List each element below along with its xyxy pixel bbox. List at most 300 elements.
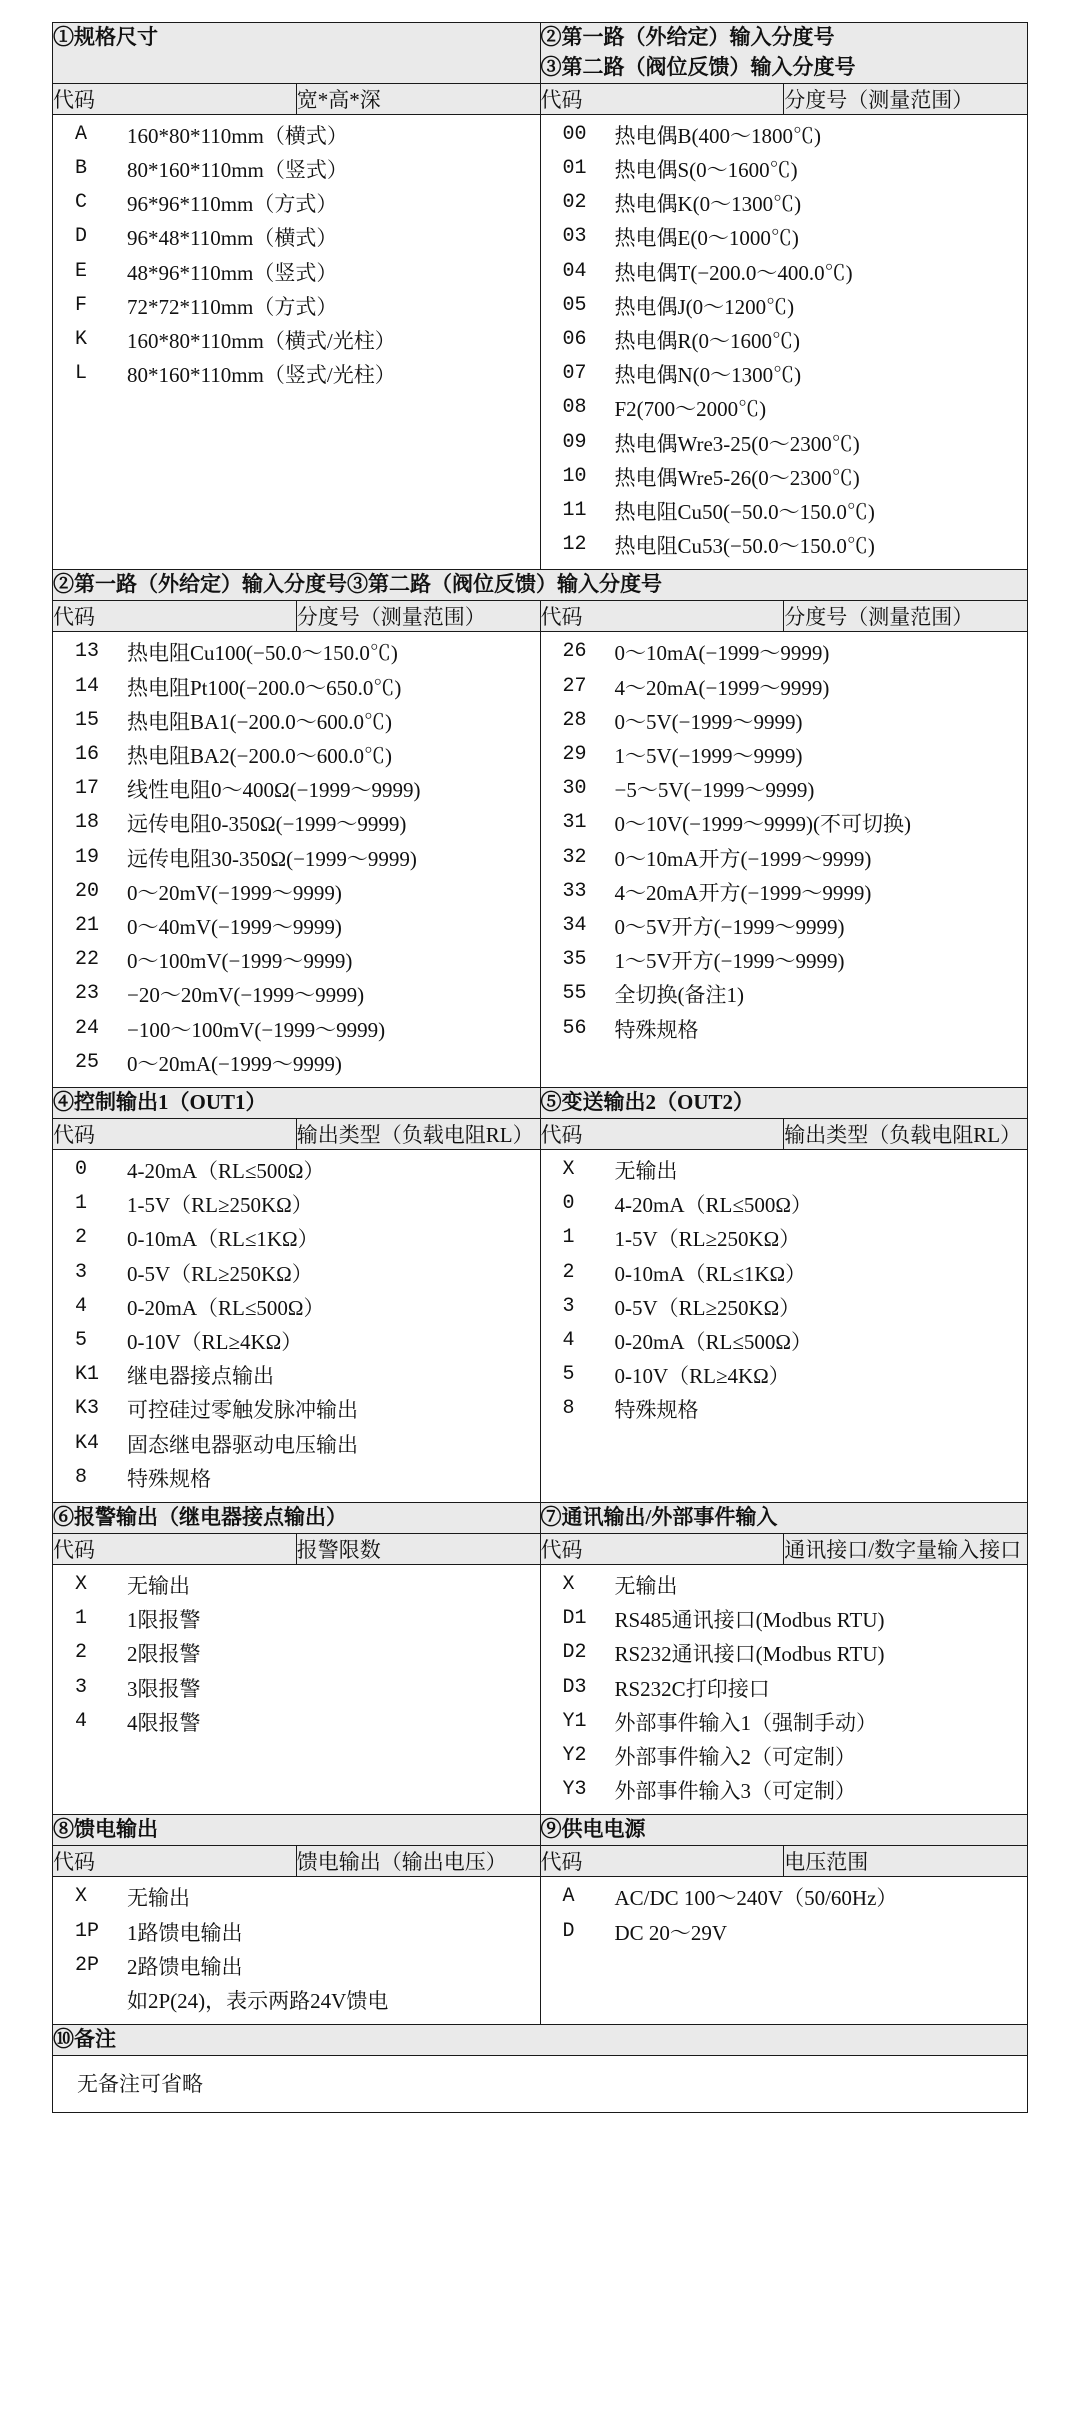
spec-row xyxy=(53,1916,540,1950)
spec-row-code: K3 xyxy=(75,1397,100,1421)
s8-code-header: 代码 xyxy=(53,1846,297,1877)
spec-row-desc: 固态继电器驱动电压输出 xyxy=(127,1432,358,1457)
spec-row-code: 2P xyxy=(75,1953,100,1977)
spec-row-code: 10 xyxy=(562,464,587,488)
spec-row-desc: 2限报警 xyxy=(127,1642,201,1667)
spec-row-code: 07 xyxy=(562,362,587,386)
s5-desc-header: 输出类型（负载电阻RL） xyxy=(784,1118,1028,1149)
spec-row-desc: 热电阻BA2(−200.0～600.0℃) xyxy=(127,743,393,768)
spec-row xyxy=(541,1188,1028,1222)
spec-row-code: 12 xyxy=(562,533,587,557)
section-5-list xyxy=(541,1150,1028,1434)
spec-row xyxy=(53,119,540,153)
spec-row xyxy=(541,495,1028,529)
s23b-right-code-header: 代码 xyxy=(540,601,784,632)
spec-row-code: 56 xyxy=(562,1016,587,1040)
spec-row-desc: 如2P(24)，表示两路24V馈电 xyxy=(127,1988,389,2013)
spec-row-code: 2 xyxy=(75,1641,88,1665)
section-23b-left-list xyxy=(53,632,540,1087)
spec-row xyxy=(541,153,1028,187)
spec-row-code: 28 xyxy=(562,708,587,732)
spec-row-code: B xyxy=(75,156,88,180)
spec-row-code: 5 xyxy=(562,1363,575,1387)
spec-row-code: 4 xyxy=(75,1709,88,1733)
spec-row-code: 27 xyxy=(562,674,587,698)
spec-row-code: 23 xyxy=(75,982,100,1006)
spec-row-desc: 72*72*110mm（方式） xyxy=(127,294,338,319)
spec-row-desc: 无输出 xyxy=(127,1886,190,1911)
spec-row-code: K1 xyxy=(75,1363,100,1387)
spec-row xyxy=(541,910,1028,944)
spec-row-desc: 0-20mA（RL≤500Ω） xyxy=(127,1295,325,1320)
spec-row-code: X xyxy=(75,1572,88,1596)
section-6-list xyxy=(53,1565,540,1746)
spec-row-code: A xyxy=(562,1885,575,1909)
spec-row-code: 06 xyxy=(562,327,587,351)
spec-row xyxy=(53,1462,540,1496)
s4-code-header: 代码 xyxy=(53,1118,297,1149)
spec-row-code: 22 xyxy=(75,948,100,972)
spec-row-code: E xyxy=(75,259,88,283)
spec-row-code: 13 xyxy=(75,640,100,664)
section-header-row-1 xyxy=(53,23,1028,84)
section-1-list xyxy=(53,115,540,399)
spec-row-desc: 1路馈电输出 xyxy=(127,1920,243,1945)
spec-row-desc: 热电偶J(0～1200℃) xyxy=(614,294,795,319)
spec-row xyxy=(541,1393,1028,1427)
spec-row-code: 31 xyxy=(562,811,587,835)
s1-desc-header: 宽*高*深 xyxy=(296,83,540,114)
spec-row xyxy=(53,1428,540,1462)
spec-row-code: 2 xyxy=(75,1226,88,1250)
spec-row-code: 3 xyxy=(562,1294,575,1318)
spec-row-code: 11 xyxy=(562,499,587,523)
spec-row xyxy=(541,187,1028,221)
spec-row-code: D2 xyxy=(562,1641,587,1665)
spec-row-code xyxy=(53,1984,127,2018)
s23b-left-code-header: 代码 xyxy=(53,601,297,632)
spec-row-code: 15 xyxy=(75,708,100,732)
spec-row xyxy=(541,1257,1028,1291)
s6-code-header: 代码 xyxy=(53,1533,297,1564)
s9-code-header: 代码 xyxy=(540,1846,784,1877)
column-header-row-3 xyxy=(53,1118,1028,1149)
spec-row xyxy=(541,1359,1028,1393)
spec-row xyxy=(53,1047,540,1081)
spec-row-desc: 0-5V（RL≥250KΩ） xyxy=(614,1295,801,1320)
spec-row xyxy=(541,773,1028,807)
spec-row-desc: 0～100mV(−1999～9999) xyxy=(127,949,353,974)
spec-row-desc: 远传电阻0-350Ω(−1999～9999) xyxy=(127,812,407,837)
spec-row xyxy=(541,944,1028,978)
spec-row-code: X xyxy=(562,1157,575,1181)
spec-row-code: 1 xyxy=(562,1226,575,1250)
section-23-list xyxy=(541,115,1028,570)
spec-row-desc: 0～20mA(−1999～9999) xyxy=(127,1051,342,1076)
spec-row xyxy=(541,1706,1028,1740)
spec-row-code: 1 xyxy=(75,1192,88,1216)
spec-row xyxy=(541,358,1028,392)
section-7-list xyxy=(541,1565,1028,1815)
spec-row xyxy=(541,290,1028,324)
spec-row-desc: DC 20～29V xyxy=(614,1920,728,1945)
spec-row-desc: 热电偶E(0～1000℃) xyxy=(614,226,799,251)
spec-row xyxy=(541,1916,1028,1950)
s7-desc-header: 通讯接口/数字量输入接口 xyxy=(784,1533,1028,1564)
spec-row-code: 14 xyxy=(75,674,100,698)
spec-row-desc: 全切换(备注1) xyxy=(614,983,744,1008)
spec-row xyxy=(53,944,540,978)
spec-row xyxy=(541,1569,1028,1603)
s1-code-header: 代码 xyxy=(53,83,297,114)
section-1-title: ①规格尺寸 xyxy=(53,23,541,84)
column-header-row-4 xyxy=(53,1533,1028,1564)
spec-row-desc: 可控硅过零触发脉冲输出 xyxy=(127,1398,358,1423)
spec-row-desc: 160*80*110mm（横式/光柱） xyxy=(127,328,396,353)
spec-row-code: K xyxy=(75,327,88,351)
spec-row-code: 04 xyxy=(562,259,587,283)
spec-row xyxy=(541,119,1028,153)
spec-row-desc: 热电偶N(0～1300℃) xyxy=(614,363,802,388)
spec-row-desc: 热电阻Cu100(−50.0～150.0℃) xyxy=(127,641,398,666)
section-10-header-row xyxy=(53,2025,1028,2056)
spec-row xyxy=(541,842,1028,876)
spec-row-desc: 热电阻Pt100(−200.0～650.0℃) xyxy=(127,675,402,700)
section-10-body-row xyxy=(53,2055,1028,2112)
spec-row-desc: 0-5V（RL≥250KΩ） xyxy=(127,1261,313,1286)
spec-row-desc: 热电偶T(−200.0～400.0℃) xyxy=(614,260,853,285)
section-6-body xyxy=(53,1564,541,1815)
spec-row-code: D xyxy=(562,1919,575,1943)
column-header-row-1 xyxy=(53,83,1028,114)
spec-row xyxy=(53,705,540,739)
spec-row xyxy=(541,221,1028,255)
spec-row-code: 5 xyxy=(75,1329,88,1353)
spec-row-desc: −5～5V(−1999～9999) xyxy=(614,778,815,803)
spec-row-desc: −100～100mV(−1999～9999) xyxy=(127,1017,386,1042)
spec-row xyxy=(53,1603,540,1637)
spec-row-desc: 0～40mV(−1999～9999) xyxy=(127,915,342,940)
spec-row-desc: 4～20mA(−1999～9999) xyxy=(614,675,830,700)
spec-row-desc: 80*160*110mm（竖式/光柱） xyxy=(127,363,396,388)
spec-row-desc: AC/DC 100～240V（50/60Hz） xyxy=(614,1886,898,1911)
section-9-body xyxy=(540,1877,1028,2025)
s23-desc-header: 分度号（测量范围） xyxy=(784,83,1028,114)
spec-row-code: L xyxy=(75,362,88,386)
spec-row-desc: 远传电阻30-350Ω(−1999～9999) xyxy=(127,846,417,871)
spec-row-desc: 160*80*110mm（横式） xyxy=(127,123,348,148)
spec-row-desc: 1限报警 xyxy=(127,1608,201,1633)
spec-row-desc: 4限报警 xyxy=(127,1710,201,1735)
spec-row xyxy=(53,290,540,324)
section-4-title: ④控制输出1（OUT1） xyxy=(53,1088,541,1119)
spec-row xyxy=(53,358,540,392)
spec-row-desc: 热电偶S(0～1600℃) xyxy=(614,157,798,182)
s23b-right-desc-header: 分度号（测量范围） xyxy=(784,601,1028,632)
spec-row xyxy=(53,739,540,773)
spec-row xyxy=(541,807,1028,841)
spec-row-desc: 96*96*110mm（方式） xyxy=(127,192,338,217)
section-45-body-row xyxy=(53,1149,1028,1502)
spec-row-code: 03 xyxy=(562,225,587,249)
section-7-title: ⑦通讯输出/外部事件输入 xyxy=(540,1503,1028,1534)
section-23b-header-row xyxy=(53,570,1028,601)
spec-row-code: Y3 xyxy=(562,1778,587,1802)
spec-row xyxy=(541,671,1028,705)
spec-row xyxy=(541,1325,1028,1359)
spec-row-code: F xyxy=(75,293,88,317)
spec-row-desc: 1-5V（RL≥250KΩ） xyxy=(614,1227,801,1252)
section-7-body xyxy=(540,1564,1028,1815)
spec-row xyxy=(541,324,1028,358)
spec-row xyxy=(541,1013,1028,1047)
section-2-3-title xyxy=(540,23,1028,84)
spec-row xyxy=(541,256,1028,290)
spec-row-code: 26 xyxy=(562,640,587,664)
spec-row-code: X xyxy=(75,1885,88,1909)
section-23b-right-list xyxy=(541,632,1028,1053)
spec-row-code: 3 xyxy=(75,1675,88,1699)
spec-row xyxy=(53,1984,540,2018)
spec-row-code: 4 xyxy=(75,1294,88,1318)
section-89-header-row xyxy=(53,1815,1028,1846)
spec-row-desc: 1-5V（RL≥250KΩ） xyxy=(127,1193,313,1218)
spec-row xyxy=(53,978,540,1012)
spec-row-code: D1 xyxy=(562,1607,587,1631)
spec-row xyxy=(541,1222,1028,1256)
spec-row-desc: 外部事件输入1（强制手动） xyxy=(614,1710,877,1735)
spec-row xyxy=(541,1672,1028,1706)
spec-row-desc: 1～5V(−1999～9999) xyxy=(614,743,803,768)
s8-desc-header: 馈电输出（输出电压） xyxy=(296,1846,540,1877)
spec-row-desc: RS485通讯接口(Modbus RTU) xyxy=(614,1608,885,1633)
spec-row-desc: 0-10V（RL≥4KΩ） xyxy=(127,1330,303,1355)
spec-row-desc: 热电偶Wre3-25(0～2300℃) xyxy=(614,431,860,456)
spec-row xyxy=(541,529,1028,563)
spec-row-code: 33 xyxy=(562,879,587,903)
spec-row-code: 09 xyxy=(562,430,587,454)
spec-row xyxy=(53,1950,540,1984)
spec-row-desc: 80*160*110mm（竖式） xyxy=(127,157,348,182)
spec-row-desc: 4-20mA（RL≤500Ω） xyxy=(127,1158,325,1183)
spec-row-code: D xyxy=(75,225,88,249)
section-23b-right-body xyxy=(540,632,1028,1088)
spec-row-desc: 无输出 xyxy=(127,1573,190,1598)
spec-row xyxy=(53,876,540,910)
section-45-header-row xyxy=(53,1088,1028,1119)
spec-row xyxy=(541,636,1028,670)
section-23-body xyxy=(540,114,1028,570)
spec-row-code: 8 xyxy=(562,1397,575,1421)
s7-code-header: 代码 xyxy=(540,1533,784,1564)
spec-row-code: 18 xyxy=(75,811,100,835)
section-9-list xyxy=(541,1877,1028,1955)
specification-table xyxy=(52,22,1028,2113)
spec-row xyxy=(541,1291,1028,1325)
spec-row-code: A xyxy=(75,122,88,146)
section-67-body-row xyxy=(53,1564,1028,1815)
spec-row-code: 1P xyxy=(75,1919,100,1943)
s5-code-header: 代码 xyxy=(540,1118,784,1149)
spec-row-desc: 3限报警 xyxy=(127,1676,201,1701)
spec-row-desc: 外部事件输入2（可定制） xyxy=(614,1745,856,1770)
spec-row xyxy=(53,1569,540,1603)
spec-row-code: X xyxy=(562,1572,575,1596)
spec-row xyxy=(53,187,540,221)
spec-row xyxy=(53,671,540,705)
spec-row-code: 34 xyxy=(562,914,587,938)
spec-row xyxy=(541,427,1028,461)
spec-row-desc: −20～20mV(−1999～9999) xyxy=(127,983,365,1008)
spec-row-desc: 无输出 xyxy=(614,1573,678,1598)
spec-row-desc: 0-10mA（RL≤1KΩ） xyxy=(614,1261,807,1286)
spec-row-desc: 热电阻BA1(−200.0～600.0℃) xyxy=(127,709,393,734)
spec-row-desc: 0-20mA（RL≤500Ω） xyxy=(614,1330,812,1355)
section-10-text: 无备注可省略 xyxy=(77,2071,203,2096)
spec-row-desc: 线性电阻0～400Ω(−1999～9999) xyxy=(127,778,421,803)
spec-row-code: 02 xyxy=(562,191,587,215)
spec-row-code: 30 xyxy=(562,777,587,801)
spec-row xyxy=(541,1774,1028,1808)
spec-row-code: 55 xyxy=(562,982,587,1006)
spec-row-code: 0 xyxy=(75,1157,88,1181)
spec-row-code: 05 xyxy=(562,293,587,317)
spec-row-code: 0 xyxy=(562,1192,575,1216)
spec-row xyxy=(53,1359,540,1393)
section-6-title: ⑥报警输出（继电器接点输出） xyxy=(53,1503,541,1534)
spec-row-desc: 4～20mA开方(−1999～9999) xyxy=(614,880,872,905)
section-1-and-23-body-row xyxy=(53,114,1028,570)
spec-row-desc: 0～5V(−1999～9999) xyxy=(614,709,803,734)
spec-row-desc: 特殊规格 xyxy=(614,1017,699,1042)
spec-row xyxy=(541,1637,1028,1671)
spec-row-code: C xyxy=(75,191,88,215)
spec-row xyxy=(541,876,1028,910)
spec-row xyxy=(53,1637,540,1671)
s6-desc-header: 报警限数 xyxy=(296,1533,540,1564)
spec-row-code: Y1 xyxy=(562,1709,587,1733)
spec-row-code: 2 xyxy=(562,1260,575,1284)
spec-row xyxy=(541,705,1028,739)
spec-row-code: 16 xyxy=(75,742,100,766)
spec-row-code: 8 xyxy=(75,1465,88,1489)
spec-row xyxy=(53,1188,540,1222)
spec-row-code: 01 xyxy=(562,156,587,180)
column-header-row-2 xyxy=(53,601,1028,632)
s4-desc-header: 输出类型（负载电阻RL） xyxy=(296,1118,540,1149)
section-23b-body-row xyxy=(53,632,1028,1088)
section-8-list xyxy=(53,1877,540,2024)
spec-row xyxy=(53,1291,540,1325)
spec-row-desc: 特殊规格 xyxy=(127,1466,211,1491)
spec-row-desc: 热电偶R(0～1600℃) xyxy=(614,328,800,353)
spec-row-desc: 48*96*110mm（竖式） xyxy=(127,260,338,285)
spec-row-desc: 0～5V开方(−1999～9999) xyxy=(614,915,845,940)
spec-row-code: K4 xyxy=(75,1431,100,1455)
spec-row-desc: 96*48*110mm（横式） xyxy=(127,226,338,251)
section-9-title: ⑨供电电源 xyxy=(540,1815,1028,1846)
spec-row xyxy=(53,153,540,187)
spec-row-desc: 2路馈电输出 xyxy=(127,1954,243,1979)
spec-row xyxy=(53,1222,540,1256)
section-2-title-line: ②第一路（外给定）输入分度号 xyxy=(540,25,835,49)
spec-row-desc: 外部事件输入3（可定制） xyxy=(614,1779,856,1804)
spec-row xyxy=(53,1257,540,1291)
section-10-title: ⑩备注 xyxy=(53,2025,1028,2056)
section-8-title: ⑧馈电输出 xyxy=(53,1815,541,1846)
spec-row xyxy=(53,1154,540,1188)
spec-row xyxy=(541,978,1028,1012)
spec-row-code: Y2 xyxy=(562,1744,587,1768)
section-67-header-row xyxy=(53,1503,1028,1534)
column-header-row-5 xyxy=(53,1846,1028,1877)
spec-row xyxy=(53,636,540,670)
spec-row xyxy=(541,392,1028,426)
spec-row-desc: F2(700～2000℃) xyxy=(614,397,767,422)
spec-row-code: 1 xyxy=(75,1607,88,1631)
section-5-body xyxy=(540,1149,1028,1502)
spec-row xyxy=(53,842,540,876)
section-89-body-row xyxy=(53,1877,1028,2025)
spec-row-desc: 热电偶B(400～1800℃) xyxy=(614,123,821,148)
section-3-title-line: ③第二路（阀位反馈）输入分度号 xyxy=(540,54,856,79)
spec-row-code: 20 xyxy=(75,879,100,903)
spec-row xyxy=(53,1881,540,1915)
s9-desc-header: 电压范围 xyxy=(784,1846,1028,1877)
section-1-body xyxy=(53,114,541,570)
spec-row-desc: 0～20mV(−1999～9999) xyxy=(127,880,342,905)
spec-row xyxy=(53,221,540,255)
spec-row-desc: 0-10mA（RL≤1KΩ） xyxy=(127,1227,319,1252)
spec-row-code: 00 xyxy=(562,122,587,146)
spec-row xyxy=(53,256,540,290)
section-23b-title: ②第一路（外给定）输入分度号③第二路（阀位反馈）输入分度号 xyxy=(53,570,1028,601)
spec-row-desc: 0～10V(−1999～9999)(不可切换) xyxy=(614,812,911,837)
spec-row-desc: 热电偶Wre5-26(0～2300℃) xyxy=(614,465,860,490)
section-23b-left-body xyxy=(53,632,541,1088)
spec-row-desc: 0～10mA(−1999～9999) xyxy=(614,641,830,666)
spec-row-code: 19 xyxy=(75,845,100,869)
spec-row-code: 32 xyxy=(562,845,587,869)
spec-row-desc: 热电阻Cu50(−50.0～150.0℃) xyxy=(614,500,875,525)
spec-row-desc: 继电器接点输出 xyxy=(127,1364,274,1389)
spec-row-desc: RS232C打印接口 xyxy=(614,1676,770,1701)
spec-row xyxy=(53,1393,540,1427)
spec-row xyxy=(53,1325,540,1359)
spec-row xyxy=(53,773,540,807)
section-4-list xyxy=(53,1150,540,1502)
spec-row-code: 25 xyxy=(75,1050,100,1074)
spec-row-code: 35 xyxy=(562,948,587,972)
spec-row-desc: 4-20mA（RL≤500Ω） xyxy=(614,1193,812,1218)
spec-row xyxy=(541,1603,1028,1637)
spec-row xyxy=(541,739,1028,773)
spec-row-code: 3 xyxy=(75,1260,88,1284)
spec-row-desc: 热电阻Cu53(−50.0～150.0℃) xyxy=(614,534,875,559)
spec-row-desc: 1～5V开方(−1999～9999) xyxy=(614,949,845,974)
spec-row-code: D3 xyxy=(562,1675,587,1699)
spec-row-code: 24 xyxy=(75,1016,100,1040)
spec-row xyxy=(541,1740,1028,1774)
spec-row xyxy=(53,1706,540,1740)
spec-row xyxy=(541,1881,1028,1915)
spec-row xyxy=(53,807,540,841)
spec-row-desc: 特殊规格 xyxy=(614,1398,699,1423)
section-4-body xyxy=(53,1149,541,1502)
spec-row-desc: 无输出 xyxy=(614,1158,678,1183)
s23b-left-desc-header: 分度号（测量范围） xyxy=(296,601,540,632)
section-10-body xyxy=(53,2055,1028,2112)
